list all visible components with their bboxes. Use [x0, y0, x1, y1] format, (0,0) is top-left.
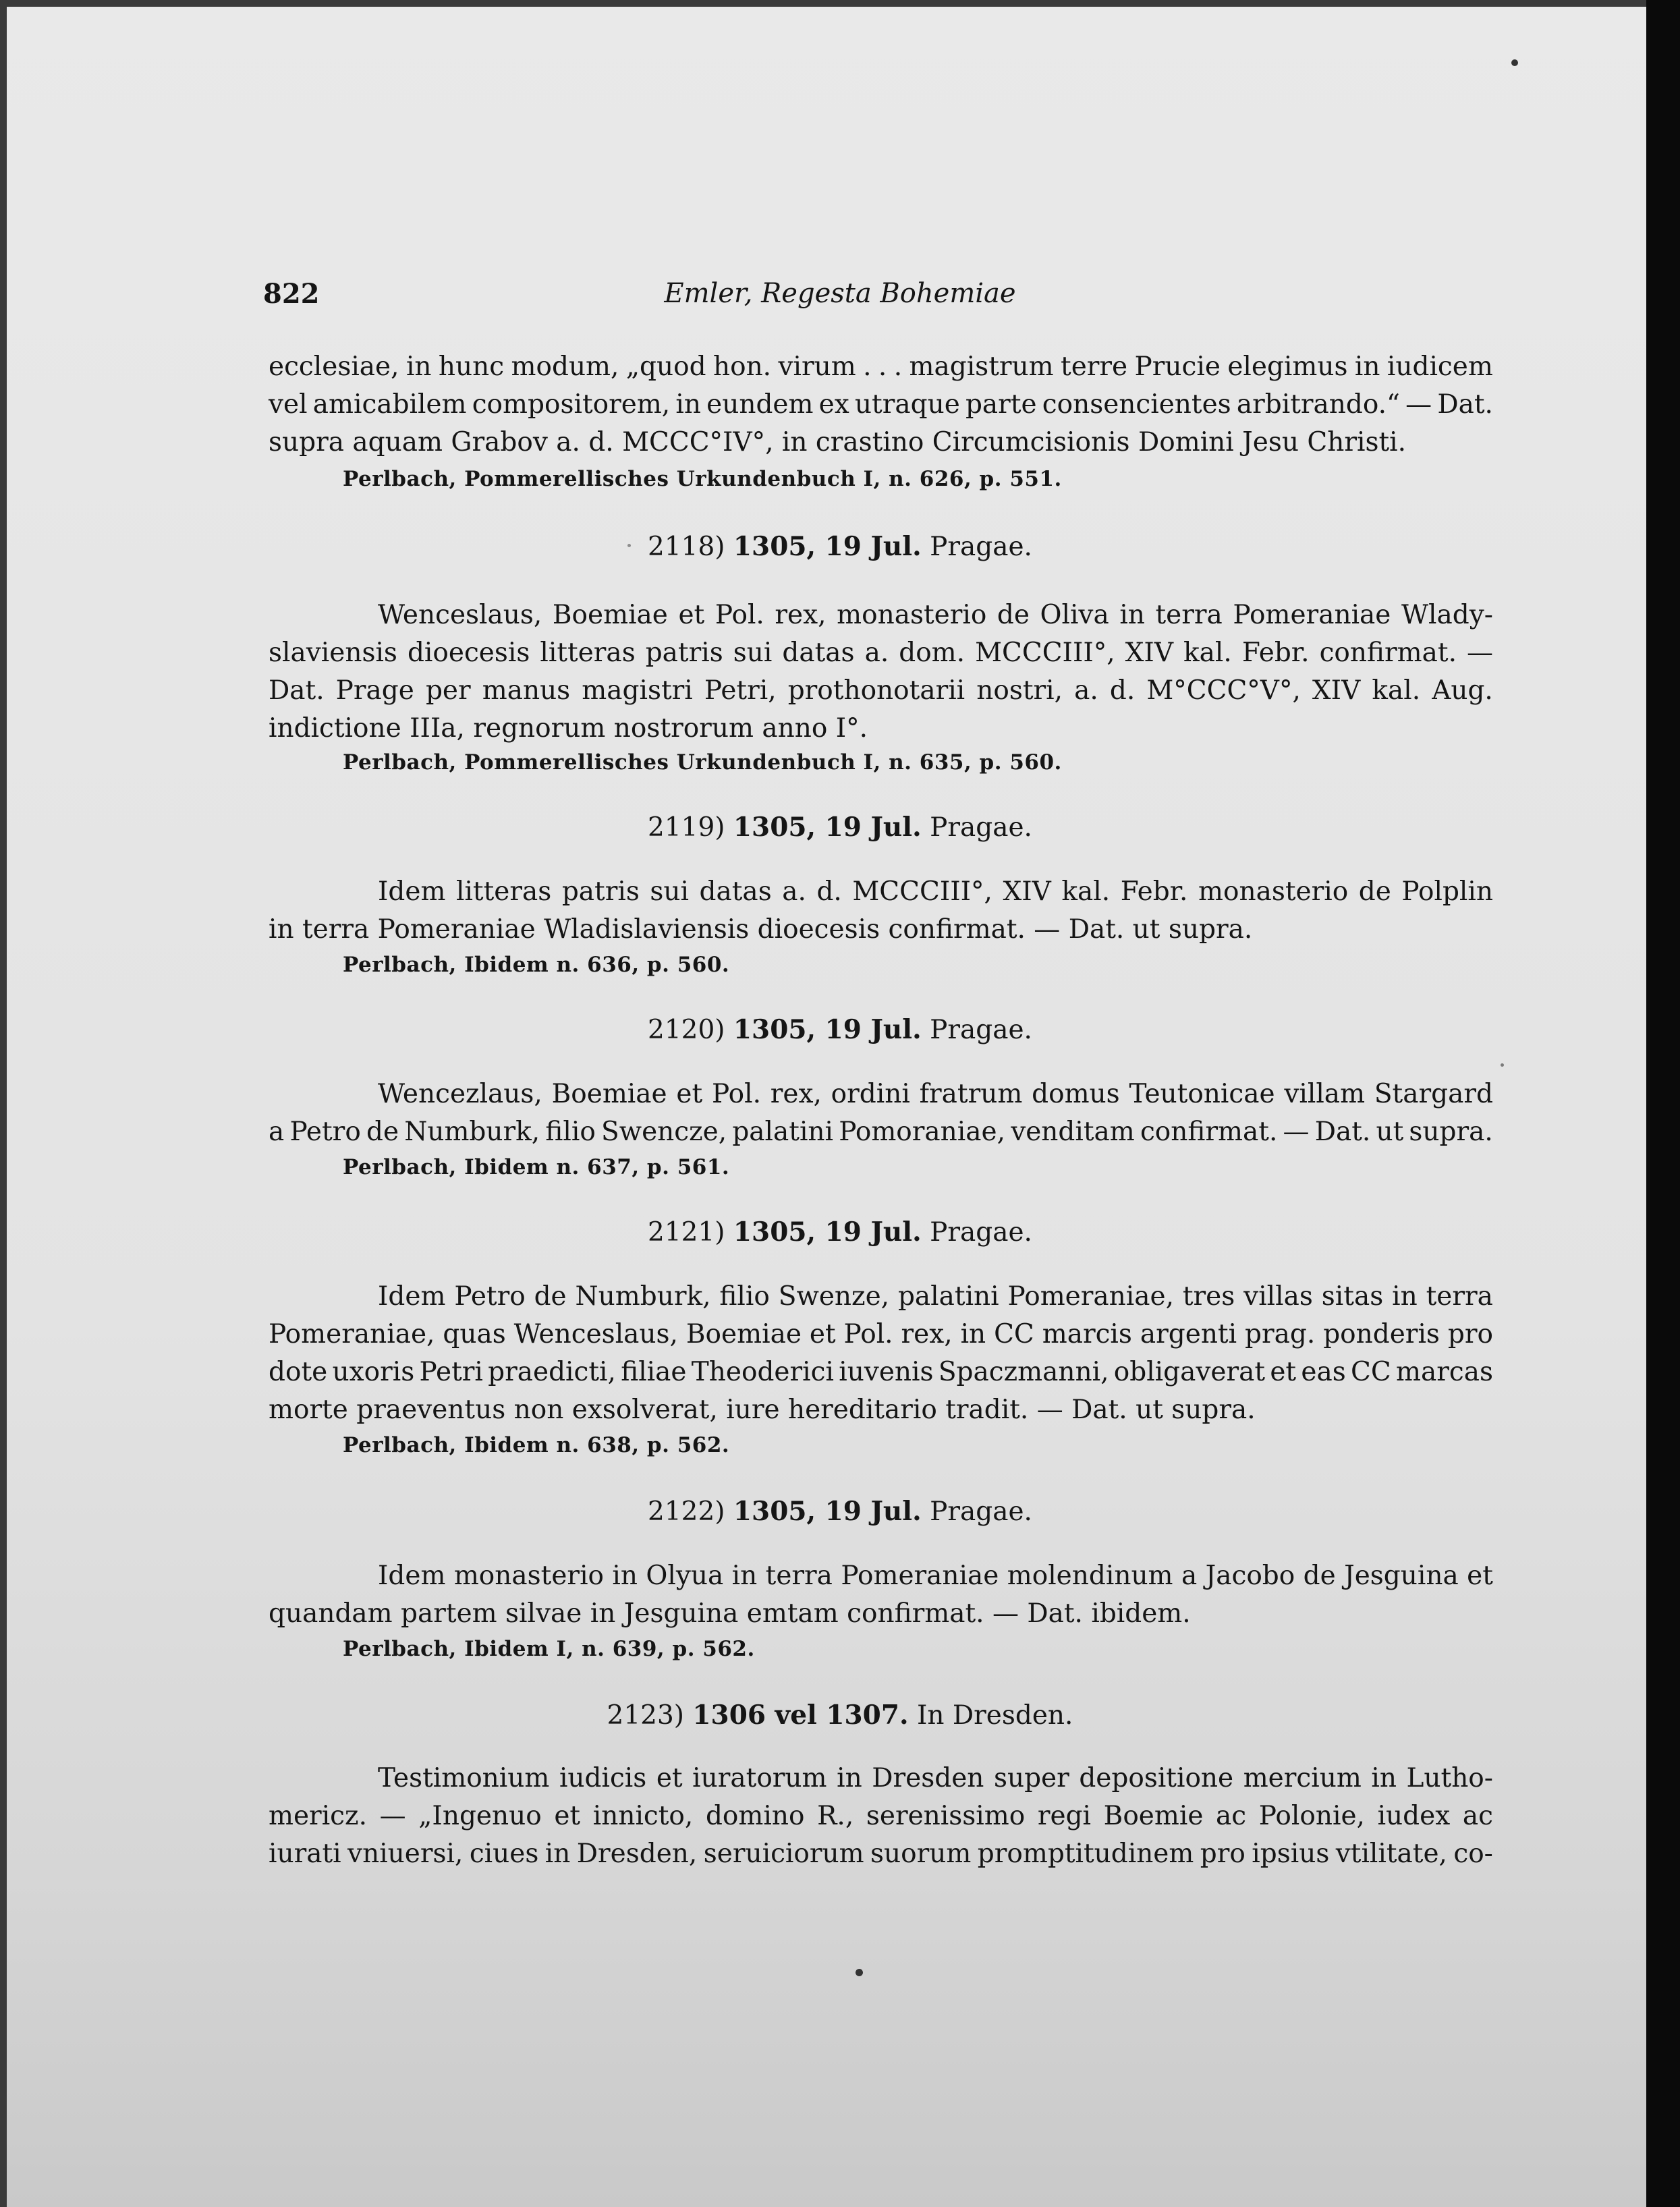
entry-heading: 2121) 1305, 19 Jul. Pragae. — [648, 1217, 1032, 1248]
text-line: Testimonium iudicis et iuratorum in Dresden super depositione mercium in Lutho- — [378, 1763, 1493, 1793]
text-line: morte praeventus non exsolverat, iure hereditario tradit. — Dat. ut supra. — [269, 1395, 1256, 1425]
entry-heading: 2123) 1306 vel 1307. In Dresden. — [607, 1700, 1073, 1731]
text-line: indictione IIIa, regnorum nostrorum anno I°. — [269, 713, 868, 744]
running-title: Emler, Regesta Bohemiae — [664, 278, 1016, 309]
entry-heading: 2122) 1305, 19 Jul. Pragae. — [648, 1496, 1032, 1527]
text-line: slaviensis dioecesis litteras patris sui datas a. dom. MCCCIII°, XIV kal. Febr. confirmat. — — [269, 638, 1493, 668]
reference: Perlbach, Ibidem I, n. 639, p. 562. — [343, 1637, 755, 1661]
entry-heading: 2119) 1305, 19 Jul. Pragae. — [648, 812, 1032, 843]
text-line: supra aquam Grabov a. d. MCCC°IV°, in crastino Circumcisionis Domini Jesu Christi. — [269, 427, 1407, 457]
reference: Perlbach, Pommerellisches Urkundenbuch I, n. 635, p. 560. — [343, 750, 1062, 775]
page-number: 822 — [263, 278, 320, 310]
entry-heading: 2120) 1305, 19 Jul. Pragae. — [648, 1014, 1032, 1045]
scan-speck — [1501, 1063, 1504, 1067]
scan-speck — [1511, 59, 1518, 66]
text-line: dote uxoris Petri praedicti, filiae Theoderici iuvenis Spaczmanni, obligaverat et eas CC marcas — [269, 1357, 1493, 1387]
reference: Perlbach, Ibidem n. 637, p. 561. — [343, 1155, 730, 1179]
text-line: in terra Pomeraniae Wladislaviensis dioecesis confirmat. — Dat. ut supra. — [269, 914, 1253, 945]
text-line: mericz. — „Ingenuo et innicto, domino R., serenissimo regi Boemie ac Polonie, iudex ac — [269, 1801, 1493, 1831]
text-line: Idem Petro de Numburk, filio Swenze, palatini Pomeraniae, tres villas sitas in terra — [378, 1281, 1493, 1312]
text-line: Idem monasterio in Olyua in terra Pomeraniae molendinum a Jacobo de Jesguina et — [378, 1561, 1493, 1591]
reference: Perlbach, Ibidem n. 636, p. 560. — [343, 953, 730, 977]
scan-border — [1646, 0, 1680, 2207]
scan-speck — [627, 544, 631, 547]
text-line: Dat. Prage per manus magistri Petri, prothonotarii nostri, a. d. M°CCC°V°, XIV kal. Aug. — [269, 675, 1493, 706]
text-line: quandam partem silvae in Jesguina emtam confirmat. — Dat. ibidem. — [269, 1598, 1191, 1629]
reference: Perlbach, Pommerellisches Urkundenbuch I, n. 626, p. 551. — [343, 467, 1062, 491]
text-line: iurati vniuersi, ciues in Dresden, seruiciorum suorum promptitudinem pro ipsius vtilitate, co- — [269, 1839, 1493, 1869]
text-line: Wencezlaus, Boemiae et Pol. rex, ordini fratrum domus Teutonicae villam Stargard — [378, 1079, 1493, 1109]
text-line: Pomeraniae, quas Wenceslaus, Boemiae et Pol. rex, in CC marcis argenti prag. ponderis pro — [269, 1319, 1493, 1349]
text-line: vel amicabilem compositorem, in eundem ex utraque parte consencientes arbitrando.“ — Dat. — [269, 389, 1493, 420]
text-line: Idem litteras patris sui datas a. d. MCCCIII°, XIV kal. Febr. monasterio de Polplin — [378, 876, 1493, 907]
reference: Perlbach, Ibidem n. 638, p. 562. — [343, 1433, 730, 1457]
entry-heading: 2118) 1305, 19 Jul. Pragae. — [648, 531, 1032, 562]
text-line: a Petro de Numburk, filio Swencze, palatini Pomoraniae, venditam confirmat. — Dat. ut supra. — [269, 1117, 1493, 1147]
scan-speck — [856, 1969, 863, 1976]
text-line: ecclesiae, in hunc modum, „quod hon. virum . . . magistrum terre Prucie elegimus in iudicem — [269, 352, 1493, 382]
text-line: Wenceslaus, Boemiae et Pol. rex, monasterio de Oliva in terra Pomeraniae Wlady- — [378, 600, 1493, 630]
